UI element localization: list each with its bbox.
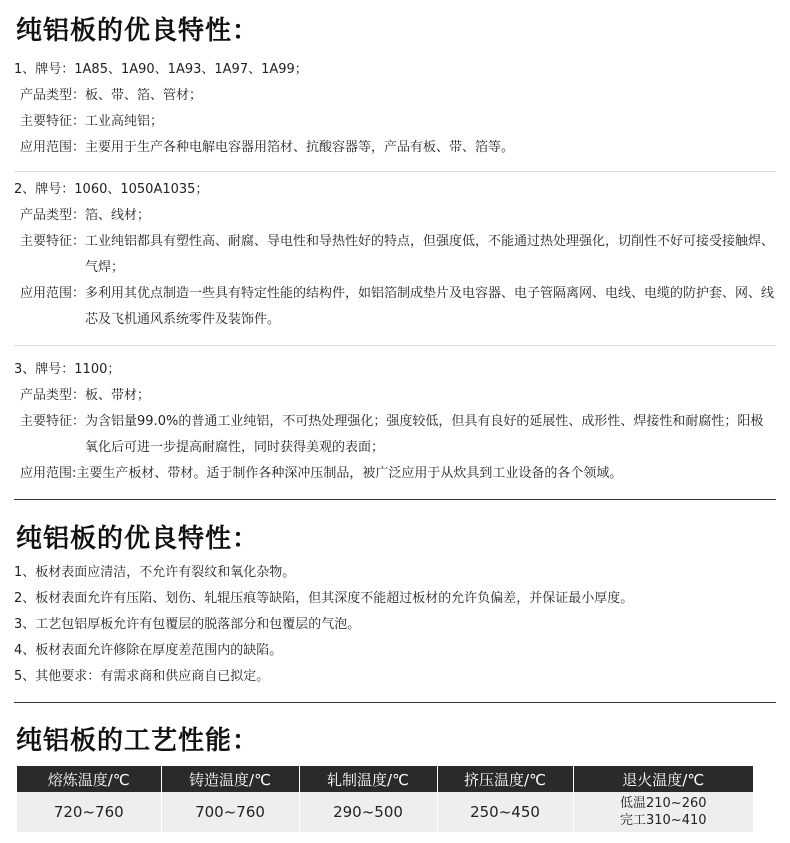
grade-title: 3、牌号：1100； [14,362,121,377]
application-row [14,135,776,161]
type-value: 板、带、箔、管材； [85,88,203,103]
cell-casting: 700~760 [161,792,299,832]
application-label: 应用范围: [20,466,77,481]
list-item: 5、其他要求：有需求商和供应商自已拟定。 [14,669,270,684]
header-casting: 铸造温度/℃ [161,766,299,792]
cell-extrusion: 250~450 [437,792,573,832]
section-title-quality: 纯铝板的优良特性： [16,524,260,554]
grade-title: 1、牌号：1A85、1A90、1A93、1A97、1A99； [14,62,308,77]
type-label: 产品类型： [20,208,86,223]
cell-rolling: 290~500 [299,792,437,832]
type-row [14,383,776,409]
annealing-values [620,795,707,829]
cell-annealing [573,792,753,832]
header-melting: 熔炼温度/℃ [17,766,161,792]
section-title-process: 纯铝板的工艺性能： [16,726,260,756]
list-item: 1、板材表面应清洁，不允许有裂纹和氧化杂物。 [14,565,296,580]
feature-label: 主要特征： [20,414,86,429]
section-title-grades: 纯铝板的优良特性： [16,16,260,46]
grade-title: 2、牌号：1060、1050A1035； [14,182,209,197]
feature-row [14,109,776,135]
header-rolling: 轧制温度/℃ [299,766,437,792]
feature-value: 为含铝量99.0%的普通工业纯铝，不可热处理强化；强度较低，但具有良好的延展性、成形性、焊接性和耐腐性；阳极氧化后可进一步提高耐腐性，同时获得美观的表面； [85,414,764,455]
type-value: 箔、线材； [85,208,151,223]
divider [14,345,776,346]
type-label: 产品类型： [20,88,86,103]
table-header-row [17,766,753,792]
grade-block-3 [14,357,776,487]
feature-label: 主要特征： [20,114,86,129]
feature-row [14,409,776,461]
annealing-full: 完工310~410 [619,813,707,828]
list-item: 4、板材表面允许修除在厚度差范围内的缺陷。 [14,643,283,658]
feature-label: 主要特征： [20,234,86,249]
list-item: 2、板材表面允许有压陷、划伤、轧辊压痕等缺陷，但其深度不能超过板材的允许负偏差，并保证最小厚度。 [14,591,634,606]
requirement-list [14,560,776,690]
header-annealing: 退火温度/℃ [573,766,753,792]
feature-value: 工业高纯铝； [85,114,164,129]
list-item: 3、工艺包铝厚板允许有包覆层的脱落部分和包覆层的气泡。 [14,617,361,632]
table-row [17,792,753,832]
type-value: 板、带材； [85,388,151,403]
application-row [14,281,776,333]
section-divider [14,702,776,703]
section-divider [14,499,776,500]
feature-row [14,229,776,281]
type-row [14,203,776,229]
annealing-low: 低温210~260 [619,796,707,811]
application-row [14,461,776,487]
type-row [14,83,776,109]
application-value: 主要用于生产各种电解电容器用箔材、抗酸容器等，产品有板、带、箔等。 [85,140,515,155]
grade-block-2 [14,177,776,333]
application-label: 应用范围： [20,140,86,155]
grade-block-1 [14,57,776,161]
application-value: 多利用其优点制造一些具有特定性能的结构件，如铝箔制成垫片及电容器、电子管隔离网、电线、电缆的防护套、网、线芯及飞机通风系统零件及装饰件。 [85,286,775,327]
application-value: 主要生产板材、带材。适于制作各种深冲压制品，被广泛应用于从炊具到工业设备的各个领域。 [76,466,623,481]
feature-value: 工业纯铝都具有塑性高、耐腐、导电性和导热性好的特点，但强度低，不能通过热处理强化，切削性不好可接受接触焊、气焊； [85,234,775,275]
divider [14,171,776,172]
type-label: 产品类型： [20,388,86,403]
application-label: 应用范围： [20,286,86,301]
process-table [17,766,753,832]
header-extrusion: 挤压温度/℃ [437,766,573,792]
cell-melting: 720~760 [17,792,161,832]
